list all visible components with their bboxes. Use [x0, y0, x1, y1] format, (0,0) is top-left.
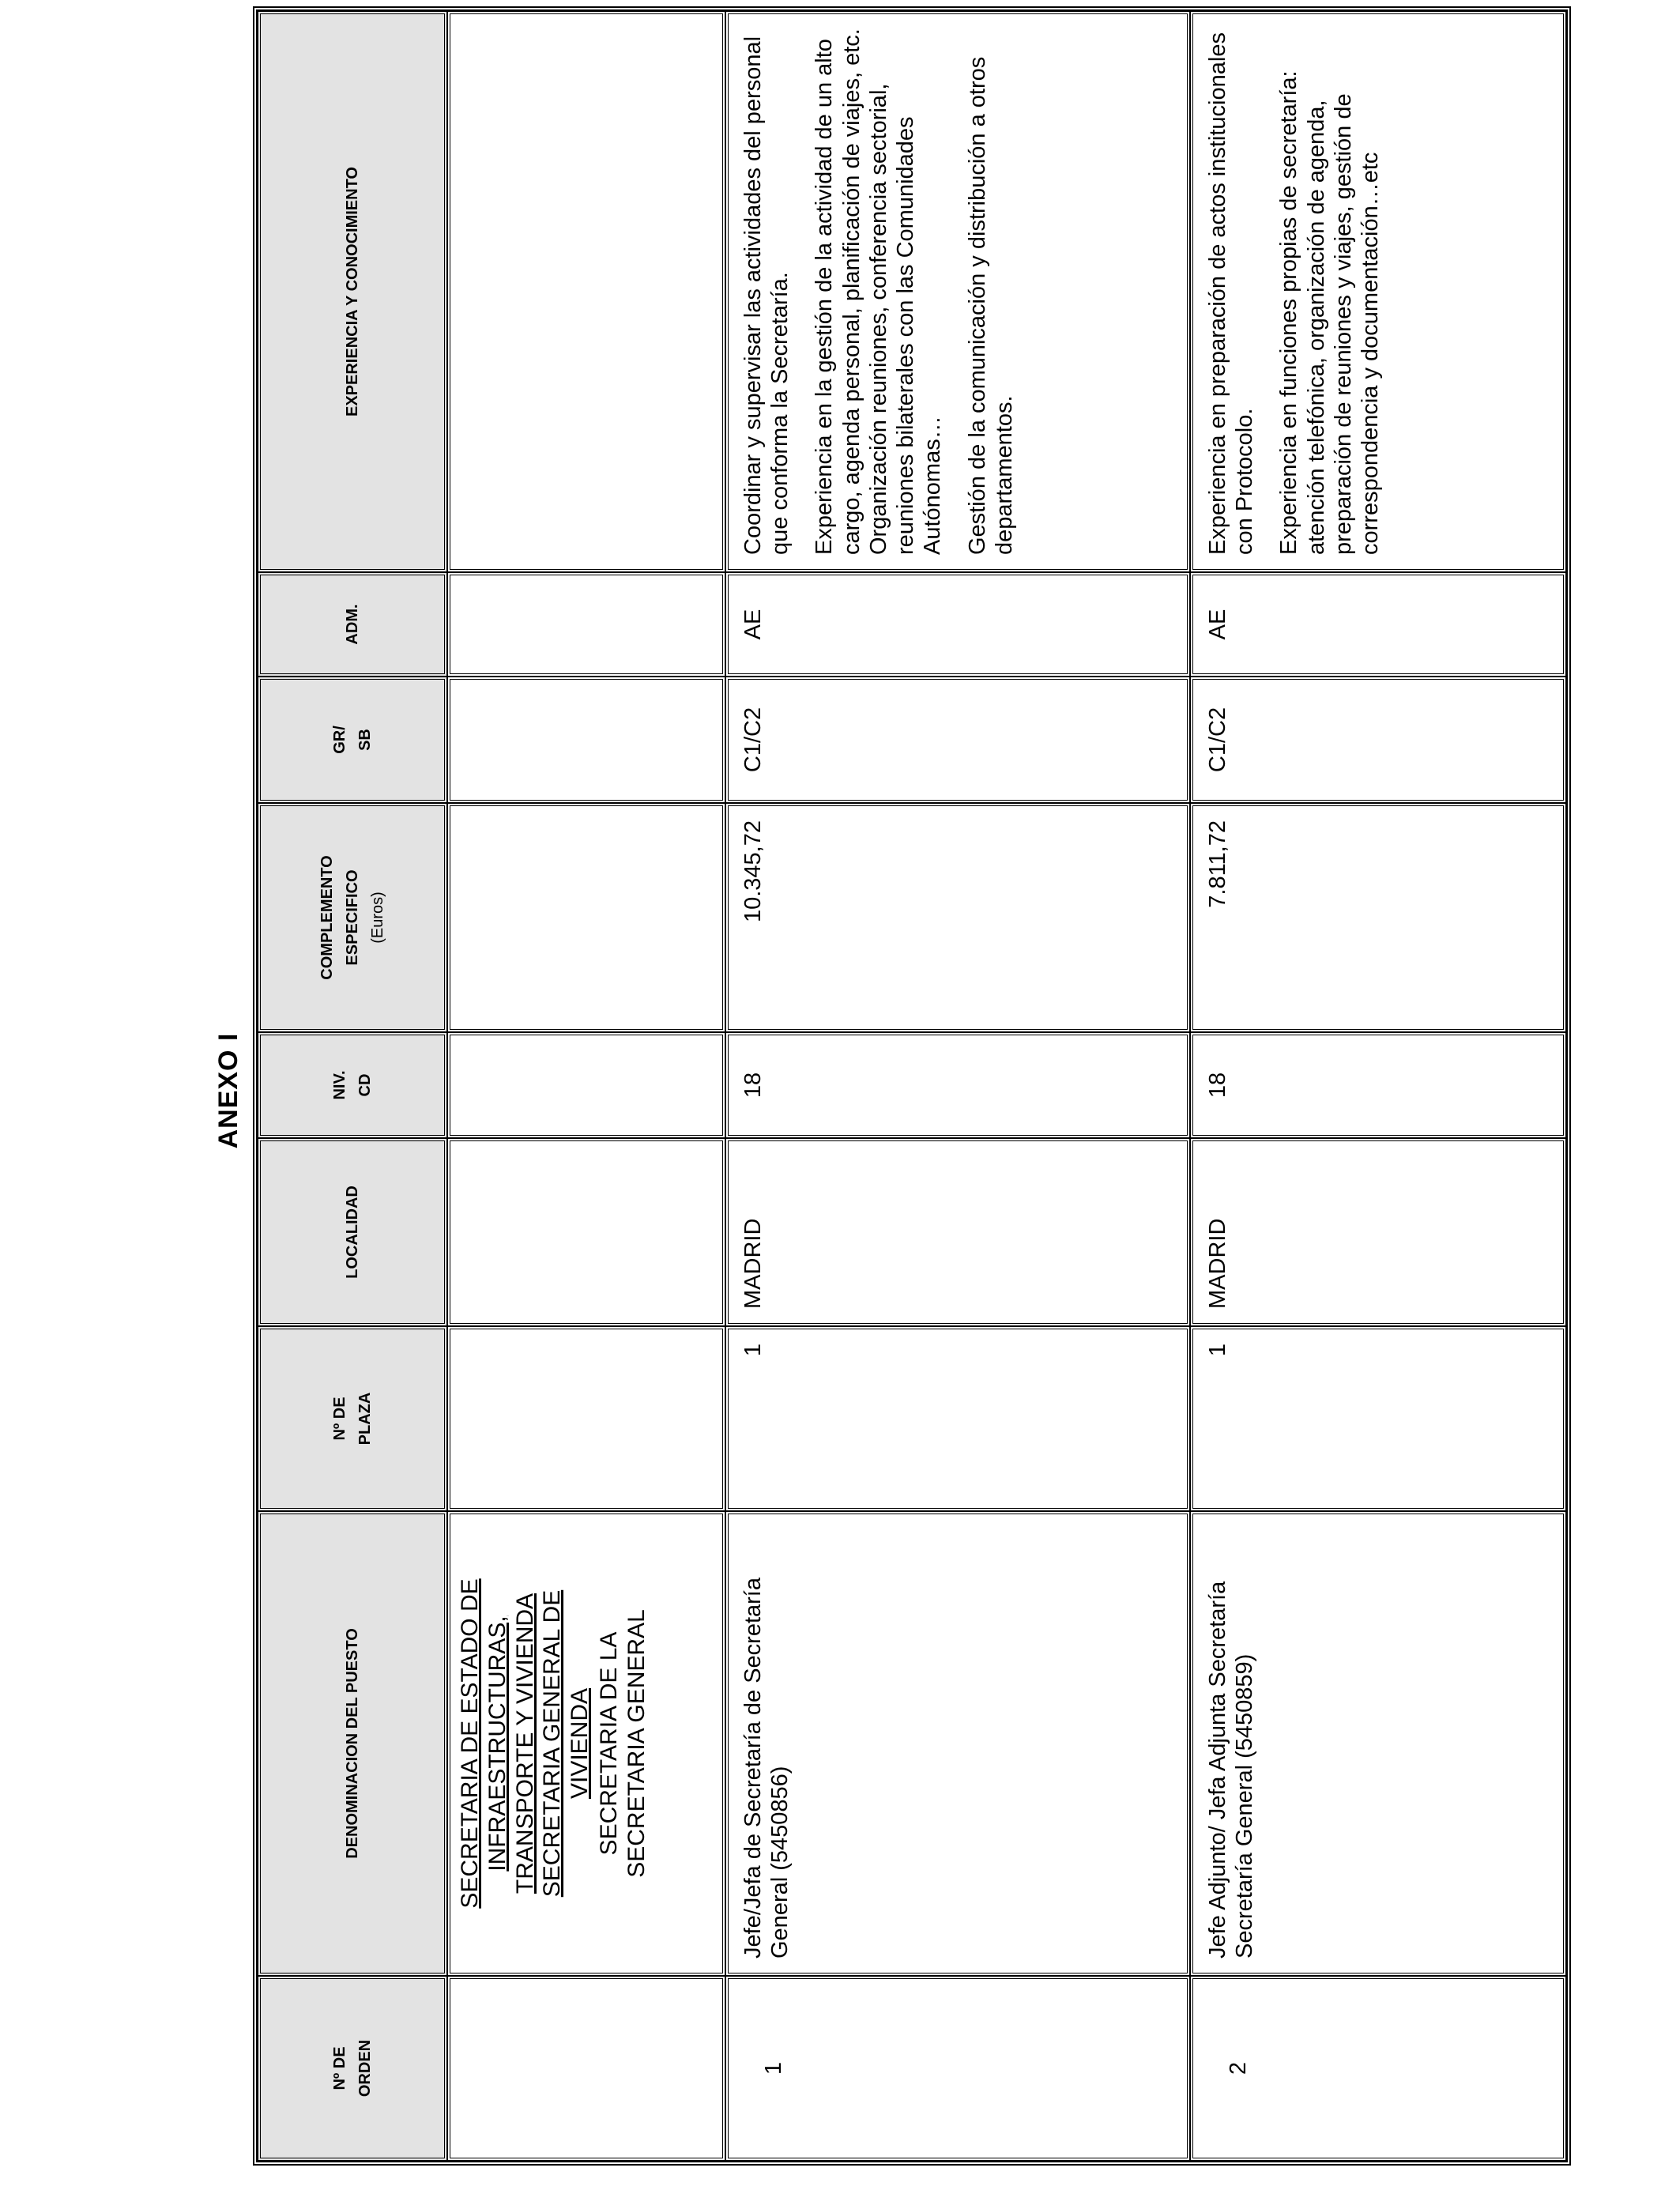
plazas-value: 1 [1205, 1344, 1230, 1357]
table-row [1190, 11, 1566, 2161]
localidad-value: MADRID [740, 1218, 766, 1309]
header-localidad: LOCALIDAD [258, 1138, 447, 1326]
grupo-value: C1/C2 [1205, 707, 1230, 773]
header-grupo: GR/ SB [258, 677, 447, 803]
complemento-value: 7.811,72 [1205, 820, 1230, 908]
header-nivel: NIV. CD [258, 1032, 447, 1138]
adm-value: AE [1205, 609, 1230, 640]
header-adm: ADM. [258, 572, 447, 677]
localidad-value: MADRID [1205, 1218, 1230, 1309]
page-title: ANEXO I [213, 1032, 243, 1149]
table-row [725, 11, 1190, 2161]
nivel-value: 18 [1205, 1072, 1230, 1099]
nivel-value: 18 [740, 1072, 766, 1099]
header-plaza: Nº DE PLAZA [258, 1326, 447, 1511]
rotated-page [213, 16, 1620, 2166]
adm-value: AE [740, 609, 766, 640]
experiencia-value: Coordinar y supervisar las actividades del personal que conforma la Secretaría. Experiencia en la gestión de la actividad de un alto cargo, agenda personal, planificación de viajes, etc. Organización reuniones, conferencia sectorial, reuniones bilaterales con las Comunidades Autónomas… Gestión de la comunicación y distribución a otros departamentos. [740, 28, 1017, 555]
header-row [258, 11, 447, 2161]
denominacion-value: Jefe Adjunto/ Jefa Adjunta Secretaría Secretaría General (5450859) [1205, 1581, 1258, 1958]
section-title: SECRETARIA DE ESTADO DE INFRAESTRUCTURAS, TRANSPORTE Y VIVIENDA SECRETARIA GENERAL DE VIVIENDA SECRETARIA DE LA SECRETARIA GENERAL [457, 1578, 650, 1909]
header-orden: Nº DE ORDEN [258, 1976, 447, 2161]
experiencia-value: Experiencia en preparación de actos institucionales con Protocolo. Experiencia en funciones propias de secretaría: atención telefónica, organización de agenda, preparación de reuniones y viajes, gestión de correspondencia y documentación…etc [1205, 32, 1384, 555]
complemento-value: 10.345,72 [740, 820, 766, 923]
denominacion-value: Jefe/Jefa de Secretaría de Secretaría General (5450856) [740, 1578, 793, 1958]
orden-value: 1 [761, 2061, 786, 2075]
plazas-value: 1 [740, 1344, 766, 1357]
orden-value: 2 [1226, 2061, 1251, 2075]
section-title-cell [447, 1511, 725, 1976]
header-experiencia: EXPERIENCIA Y CONOCIMIENTO [258, 11, 447, 572]
anexo-table [253, 6, 1571, 2166]
section-row [447, 11, 725, 2161]
grupo-value: C1/C2 [740, 707, 766, 773]
section-orden-cell [447, 1976, 725, 2161]
header-denominacion: DENOMINACION DEL PUESTO [258, 1511, 447, 1976]
header-complemento: COMPLEMENTO ESPECIFICO (Euros) [258, 803, 447, 1032]
